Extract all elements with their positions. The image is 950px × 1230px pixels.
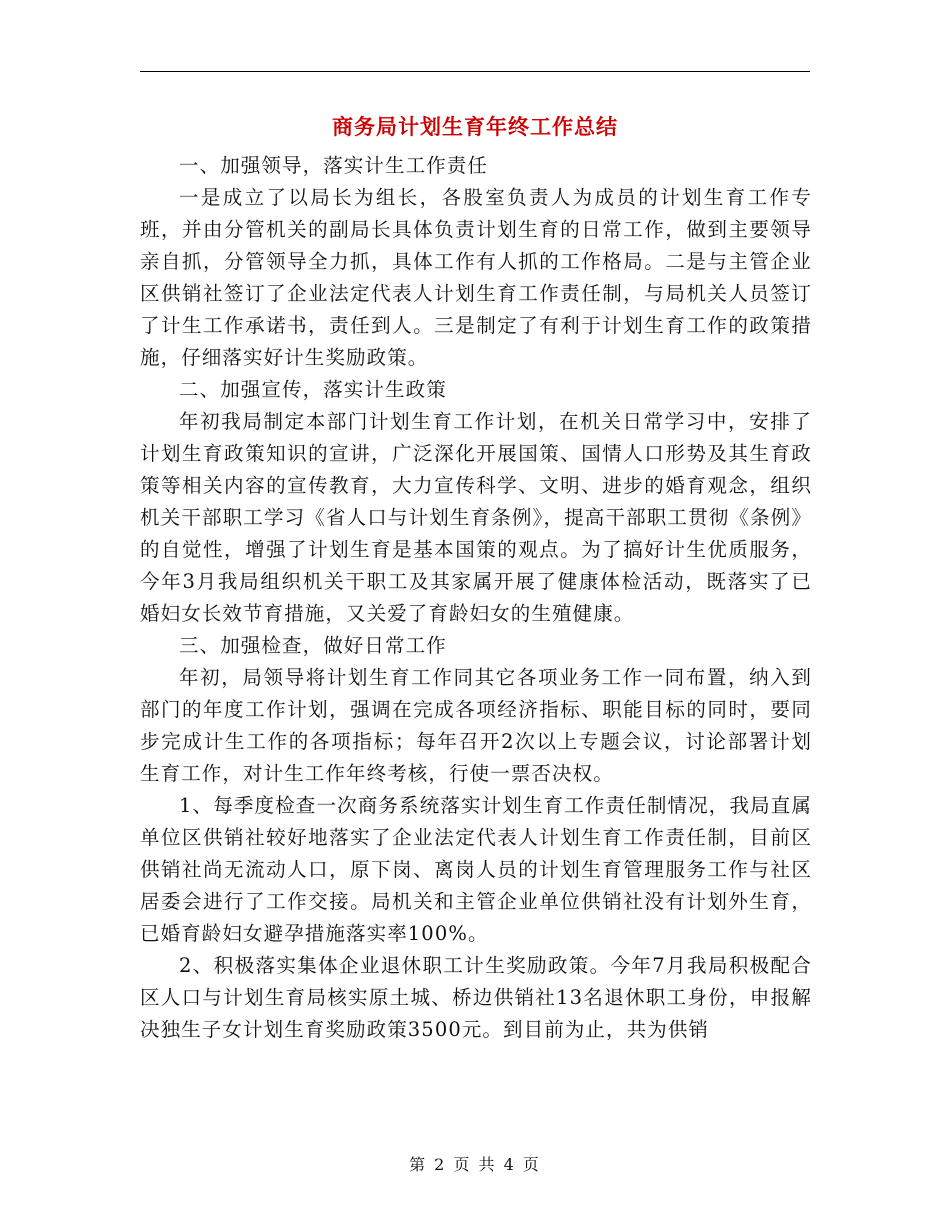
header-rule — [140, 71, 810, 72]
paragraph-4: 1、每季度检查一次商务系统落实计划生育工作责任制情况，我局直属单位区供销社较好地落实了企业法定代表人计划生育工作责任制，目前区供销社尚无流动人口，原下岗、离岗人员的计划生育管理服务工作与社区居委会进行了工作交接。局机关和主管企业单位供销社没有计划外生育，已婚育龄妇女避孕措施落实率100%。 — [140, 794, 812, 945]
document-title: 商务局计划生育年终工作总结 — [332, 114, 618, 139]
section-heading-1: 一、加强领导，落实计生工作责任 — [179, 154, 489, 177]
paragraph-5: 2、积极落实集体企业退休职工计生奖励政策。今年7月我局积极配合区人口与计划生育局核实原土城、桥边供销社13名退休职工身份，申报解决独生子女计划生育奖励政策3500元。到目前为止，共为供销 — [140, 954, 812, 1041]
paragraph-1: 一是成立了以局长为组长，各股室负责人为成员的计划生育工作专班，并由分管机关的副局长具体负责计划生育的日常工作，做到主要领导亲自抓，分管领导全力抓，具体工作有人抓的工作格局。二是与主管企业区供销社签订了企业法定代表人计划生育工作责任制，与局机关人员签订了计生工作承诺书，责任到人。三是制定了有利于计划生育工作的政策措施，仔细落实好计生奖励政策。 — [140, 186, 812, 369]
page-number: 第 2 页 共 4 页 — [409, 1155, 541, 1174]
section-heading-3: 三、加强检查，做好日常工作 — [179, 634, 447, 657]
paragraph-2: 年初我局制定本部门计划生育工作计划，在机关日常学习中，安排了计划生育政策知识的宣讲，广泛深化开展国策、国情人口形势及其生育政策等相关内容的宣传教育，大力宣传科学、文明、进步的婚育观念，组织机关干部职工学习《省人口与计划生育条例》，提高干部职工贯彻《条例》的自觉性，增强了计划生育是基本国策的观点。为了搞好计生优质服务，今年3月我局组织机关干职工及其家属开展了健康体检活动，既落实了已婚妇女长效节育措施，又关爱了育龄妇女的生殖健康。 — [140, 410, 812, 625]
document-body — [140, 150, 812, 1046]
section-heading-2: 二、加强宣传，落实计生政策 — [179, 378, 447, 401]
paragraph-3: 年初，局领导将计划生育工作同其它各项业务工作一同布置，纳入到部门的年度工作计划，强调在完成各项经济指标、职能目标的同时，要同步完成计生工作的各项指标；每年召开2次以上专题会议，讨论部署计划生育工作，对计生工作年终考核，行使一票否决权。 — [140, 666, 812, 785]
